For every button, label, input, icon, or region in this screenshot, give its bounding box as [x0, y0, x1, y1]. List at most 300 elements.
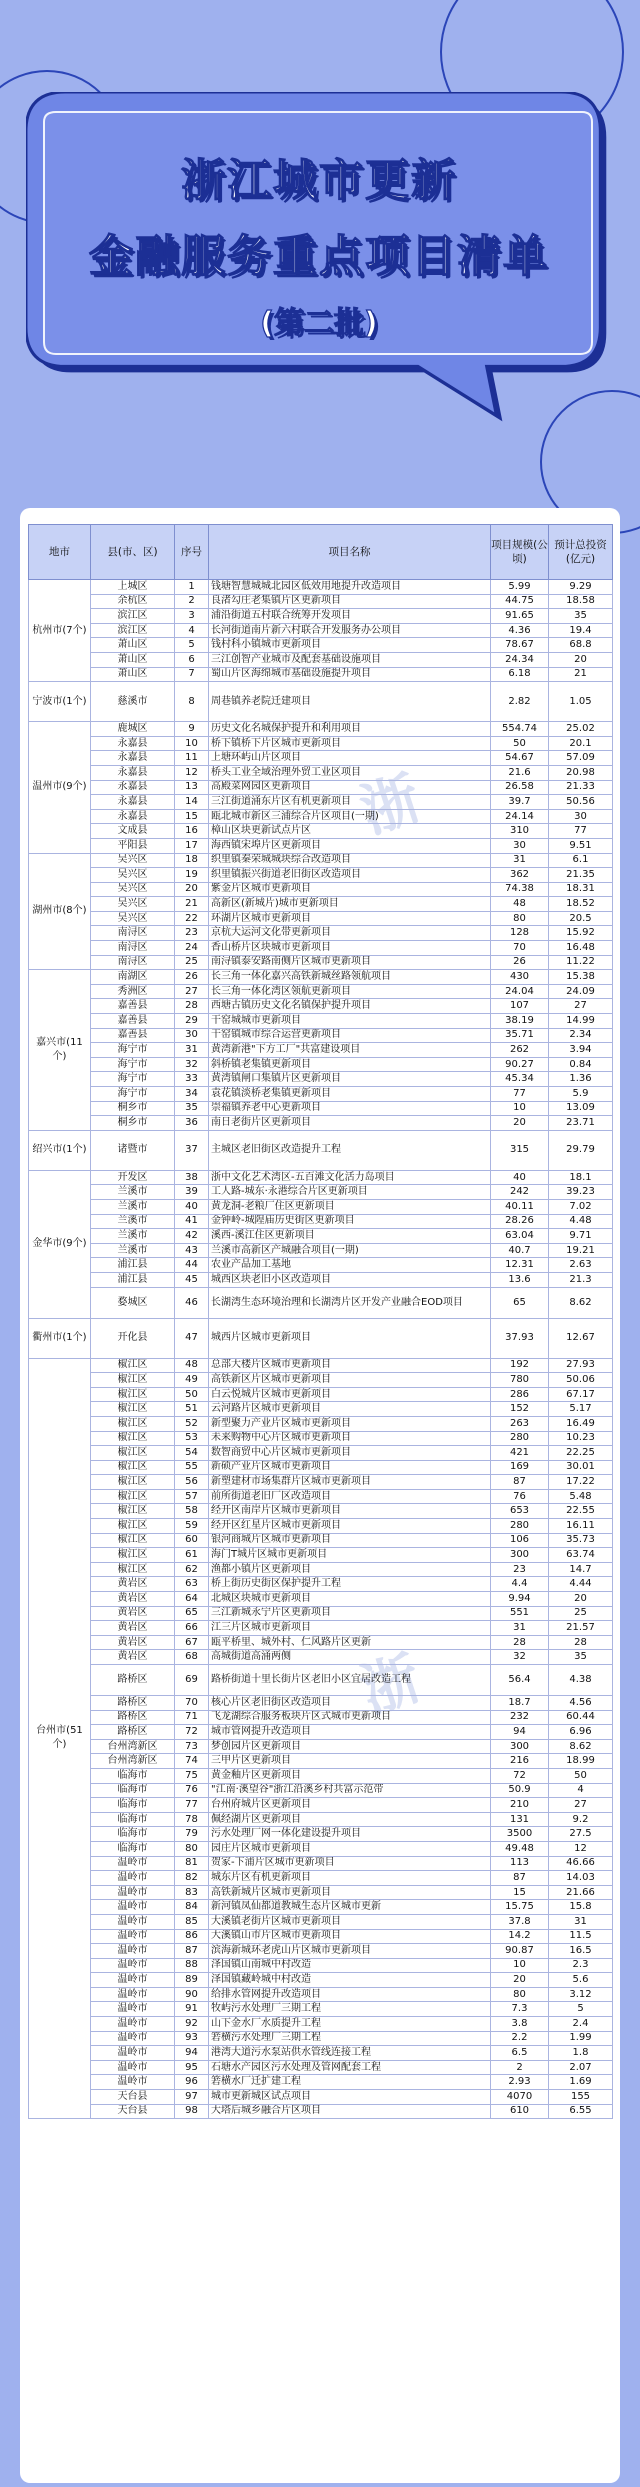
scale-cell: 131: [491, 1812, 549, 1827]
project-name-cell: 工人路-城东·永港综合片区更新项目: [209, 1185, 491, 1200]
index-cell: 57: [175, 1489, 209, 1504]
scale-cell: 45.34: [491, 1072, 549, 1087]
table-row: [29, 1710, 613, 1725]
scale-cell: 77: [491, 1087, 549, 1102]
investment-cell: 18.31: [549, 882, 613, 897]
index-cell: 41: [175, 1214, 209, 1229]
project-name-cell: 紫金片区城市更新项目: [209, 882, 491, 897]
investment-cell: 50.56: [549, 795, 613, 810]
table-row: [29, 1812, 613, 1827]
table-row: [29, 682, 613, 722]
index-cell: 20: [175, 882, 209, 897]
investment-cell: 21.35: [549, 868, 613, 883]
project-name-cell: 袁花镇淡桥老集镇更新项目: [209, 1087, 491, 1102]
county-cell: 临海市: [91, 1812, 175, 1827]
table-row: [29, 1258, 613, 1273]
project-name-cell: 三甲片区更新项目: [209, 1754, 491, 1769]
county-cell: 吴兴区: [91, 911, 175, 926]
scale-cell: 35.71: [491, 1028, 549, 1043]
table-row: [29, 1475, 613, 1490]
table-row: [29, 984, 613, 999]
table-row: [29, 838, 613, 853]
scale-cell: 210: [491, 1798, 549, 1813]
table-row: [29, 1358, 613, 1373]
table-wrapper: [28, 524, 612, 2119]
index-cell: 43: [175, 1243, 209, 1258]
scale-cell: 430: [491, 970, 549, 985]
table-row: [29, 1958, 613, 1973]
scale-cell: 421: [491, 1446, 549, 1461]
table-row: [29, 795, 613, 810]
index-cell: 78: [175, 1812, 209, 1827]
table-row: [29, 1973, 613, 1988]
county-cell: 滨江区: [91, 609, 175, 624]
index-cell: 26: [175, 970, 209, 985]
scale-cell: 21.6: [491, 765, 549, 780]
table-row: [29, 1696, 613, 1711]
table-row: [29, 1387, 613, 1402]
table-row: [29, 1739, 613, 1754]
index-cell: 75: [175, 1768, 209, 1783]
investment-cell: 2.34: [549, 1028, 613, 1043]
table-row: [29, 1798, 613, 1813]
county-cell: 桐乡市: [91, 1101, 175, 1116]
project-name-cell: 大塔后城乡融合片区项目: [209, 2104, 491, 2119]
investment-cell: 25.02: [549, 722, 613, 737]
investment-cell: 14.03: [549, 1871, 613, 1886]
investment-cell: 18.99: [549, 1754, 613, 1769]
scale-cell: 242: [491, 1185, 549, 1200]
scale-cell: 91.65: [491, 609, 549, 624]
investment-cell: 11.5: [549, 1929, 613, 1944]
index-cell: 28: [175, 999, 209, 1014]
project-name-cell: 海门T城片区城市更新项目: [209, 1548, 491, 1563]
project-name-cell: 长三角一体化湾区领航更新项目: [209, 984, 491, 999]
project-name-cell: 新硕产业片区城市更新项目: [209, 1460, 491, 1475]
county-cell: 海宁市: [91, 1087, 175, 1102]
table-row: [29, 1783, 613, 1798]
scale-cell: 26.58: [491, 780, 549, 795]
scale-cell: 72: [491, 1768, 549, 1783]
table-row: [29, 623, 613, 638]
scale-cell: 9.94: [491, 1592, 549, 1607]
county-cell: 路桥区: [91, 1710, 175, 1725]
investment-cell: 63.74: [549, 1548, 613, 1563]
table-row: [29, 1665, 613, 1696]
county-cell: 兰溪市: [91, 1185, 175, 1200]
scale-cell: 80: [491, 911, 549, 926]
index-cell: 87: [175, 1944, 209, 1959]
table-row: [29, 1871, 613, 1886]
investment-cell: 20.98: [549, 765, 613, 780]
project-name-cell: 经开区南岸片区城市更新项目: [209, 1504, 491, 1519]
scale-cell: 10: [491, 1101, 549, 1116]
table-row: [29, 2060, 613, 2075]
scale-cell: 106: [491, 1533, 549, 1548]
scale-cell: 44.75: [491, 594, 549, 609]
scale-cell: 232: [491, 1710, 549, 1725]
index-cell: 23: [175, 926, 209, 941]
project-name-cell: 渔都小镇片区更新项目: [209, 1562, 491, 1577]
investment-cell: 25: [549, 1606, 613, 1621]
table-row: [29, 1914, 613, 1929]
index-cell: 80: [175, 1841, 209, 1856]
county-cell: 温岭市: [91, 1987, 175, 2002]
table-row: [29, 809, 613, 824]
city-cell: 杭州市(7个): [29, 580, 91, 682]
scale-cell: 50: [491, 736, 549, 751]
scale-cell: 30: [491, 838, 549, 853]
table-row: [29, 2046, 613, 2061]
scale-cell: 23: [491, 1562, 549, 1577]
county-cell: 吴兴区: [91, 897, 175, 912]
project-name-cell: 钱塘智慧城城北园区低效用地提升改造项目: [209, 580, 491, 595]
scale-cell: 262: [491, 1043, 549, 1058]
scale-cell: 6.18: [491, 667, 549, 682]
index-cell: 17: [175, 838, 209, 853]
county-cell: 浦江县: [91, 1258, 175, 1273]
investment-cell: 21.57: [549, 1621, 613, 1636]
investment-cell: 16.48: [549, 941, 613, 956]
investment-cell: 68.8: [549, 638, 613, 653]
scale-cell: 87: [491, 1871, 549, 1886]
city-cell: 湖州市(8个): [29, 853, 91, 970]
county-cell: 诸暨市: [91, 1130, 175, 1170]
project-name-cell: 港湾大道污水泵站供水管线连接工程: [209, 2046, 491, 2061]
county-cell: 秀洲区: [91, 984, 175, 999]
index-cell: 14: [175, 795, 209, 810]
investment-cell: 30: [549, 809, 613, 824]
county-cell: 吴兴区: [91, 853, 175, 868]
county-cell: 路桥区: [91, 1665, 175, 1696]
index-cell: 60: [175, 1533, 209, 1548]
watermark: 浙: [352, 763, 429, 847]
county-cell: 天台县: [91, 2104, 175, 2119]
table-row: [29, 1243, 613, 1258]
scale-cell: 40: [491, 1170, 549, 1185]
county-cell: 临海市: [91, 1783, 175, 1798]
scale-cell: 15: [491, 1885, 549, 1900]
table-row: [29, 1287, 613, 1318]
index-cell: 51: [175, 1402, 209, 1417]
county-cell: 嘉善县: [91, 1014, 175, 1029]
county-cell: 兰溪市: [91, 1243, 175, 1258]
county-cell: 海宁市: [91, 1057, 175, 1072]
investment-cell: 5: [549, 2002, 613, 2017]
table-row: [29, 1841, 613, 1856]
project-name-cell: 上塘环屿山片区项目: [209, 751, 491, 766]
scale-cell: 216: [491, 1754, 549, 1769]
scale-cell: 31: [491, 1621, 549, 1636]
investment-cell: 18.58: [549, 594, 613, 609]
scale-cell: 107: [491, 999, 549, 1014]
county-cell: 温岭市: [91, 1871, 175, 1886]
investment-cell: 20: [549, 1592, 613, 1607]
scale-cell: 94: [491, 1725, 549, 1740]
county-cell: 开发区: [91, 1170, 175, 1185]
scale-cell: 90.27: [491, 1057, 549, 1072]
investment-cell: 77: [549, 824, 613, 839]
investment-cell: 1.8: [549, 2046, 613, 2061]
project-name-cell: 浙中文化艺术湾区-五百滩文化活力岛项目: [209, 1170, 491, 1185]
project-name-cell: 核心片区老旧街区改造项目: [209, 1696, 491, 1711]
index-cell: 3: [175, 609, 209, 624]
scale-cell: 152: [491, 1402, 549, 1417]
county-cell: 温岭市: [91, 1973, 175, 1988]
index-cell: 54: [175, 1446, 209, 1461]
table-row: [29, 667, 613, 682]
table-row: [29, 970, 613, 985]
county-cell: 吴兴区: [91, 868, 175, 883]
table-row: [29, 1577, 613, 1592]
investment-cell: 1.36: [549, 1072, 613, 1087]
scale-cell: 310: [491, 824, 549, 839]
project-name-cell: 园庄片区城市更新项目: [209, 1841, 491, 1856]
index-cell: 93: [175, 2031, 209, 2046]
title-line-3: (第二批): [260, 306, 378, 341]
project-name-cell: 三江新城永宁片区更新项目: [209, 1606, 491, 1621]
investment-cell: 12: [549, 1841, 613, 1856]
county-cell: 永嘉县: [91, 751, 175, 766]
table-row: [29, 1087, 613, 1102]
county-cell: 椒江区: [91, 1548, 175, 1563]
investment-cell: 1.05: [549, 682, 613, 722]
table-row: [29, 1416, 613, 1431]
index-cell: 86: [175, 1929, 209, 1944]
scale-cell: 315: [491, 1130, 549, 1170]
project-name-cell: 香山桥片区块城市更新项目: [209, 941, 491, 956]
index-cell: 69: [175, 1665, 209, 1696]
investment-cell: 21.33: [549, 780, 613, 795]
project-name-cell: 牧屿污水处理厂三期工程: [209, 2002, 491, 2017]
project-name-cell: 泽国镇藏岭城中村改造: [209, 1973, 491, 1988]
project-name-cell: 兰溪市高新区产城融合项目(一期): [209, 1243, 491, 1258]
investment-cell: 15.38: [549, 970, 613, 985]
table-row: [29, 1592, 613, 1607]
county-cell: 黄岩区: [91, 1621, 175, 1636]
index-cell: 52: [175, 1416, 209, 1431]
investment-cell: 11.22: [549, 955, 613, 970]
investment-cell: 35: [549, 609, 613, 624]
county-cell: 临海市: [91, 1841, 175, 1856]
project-name-cell: 佩经湖片区更新项目: [209, 1812, 491, 1827]
project-name-cell: 三江街道涌东片区有机更新项目: [209, 795, 491, 810]
project-name-cell: 高铁新区片区城市更新项目: [209, 1373, 491, 1388]
index-cell: 72: [175, 1725, 209, 1740]
scale-cell: 780: [491, 1373, 549, 1388]
index-cell: 37: [175, 1130, 209, 1170]
index-cell: 77: [175, 1798, 209, 1813]
project-name-cell: 山下金水厂水质提升工程: [209, 2017, 491, 2032]
city-cell: 台州市(51个): [29, 1358, 91, 2119]
investment-cell: 8.62: [549, 1287, 613, 1318]
index-cell: 74: [175, 1754, 209, 1769]
investment-cell: 4.56: [549, 1696, 613, 1711]
investment-cell: 18.1: [549, 1170, 613, 1185]
county-cell: 台州湾新区: [91, 1754, 175, 1769]
column-header: 项目规模(公顷): [491, 525, 549, 580]
project-name-cell: 斜桥镇老集镇更新项目: [209, 1057, 491, 1072]
investment-cell: 2.07: [549, 2060, 613, 2075]
county-cell: 黄岩区: [91, 1577, 175, 1592]
index-cell: 65: [175, 1606, 209, 1621]
investment-cell: 6.1: [549, 853, 613, 868]
index-cell: 94: [175, 2046, 209, 2061]
index-cell: 30: [175, 1028, 209, 1043]
county-cell: 吴兴区: [91, 882, 175, 897]
index-cell: 31: [175, 1043, 209, 1058]
investment-cell: 2.3: [549, 1958, 613, 1973]
investment-cell: 4.44: [549, 1577, 613, 1592]
county-cell: 椒江区: [91, 1504, 175, 1519]
scale-cell: 80: [491, 1987, 549, 2002]
scale-cell: 63.04: [491, 1229, 549, 1244]
project-name-cell: 北城区块城市更新项目: [209, 1592, 491, 1607]
project-name-cell: 箬横水厂迁扩建工程: [209, 2075, 491, 2090]
scale-cell: 286: [491, 1387, 549, 1402]
project-name-cell: 崇福镇养老中心更新项目: [209, 1101, 491, 1116]
county-cell: 温岭市: [91, 2031, 175, 2046]
scale-cell: 5.99: [491, 580, 549, 595]
project-name-cell: 樟山区块更新试点片区: [209, 824, 491, 839]
index-cell: 22: [175, 911, 209, 926]
county-cell: 滨江区: [91, 623, 175, 638]
investment-cell: 15.92: [549, 926, 613, 941]
county-cell: 兰溪市: [91, 1199, 175, 1214]
scale-cell: 65: [491, 1287, 549, 1318]
table-row: [29, 1116, 613, 1131]
project-name-cell: 织里镇振兴街道老旧街区改造项目: [209, 868, 491, 883]
county-cell: 椒江区: [91, 1402, 175, 1417]
index-cell: 61: [175, 1548, 209, 1563]
project-name-cell: 长河街道南片新六村联合开发服务办公项目: [209, 623, 491, 638]
project-name-cell: 江三片区城市更新项目: [209, 1621, 491, 1636]
investment-cell: 2.63: [549, 1258, 613, 1273]
index-cell: 95: [175, 2060, 209, 2075]
index-cell: 8: [175, 682, 209, 722]
investment-cell: 46.66: [549, 1856, 613, 1871]
investment-cell: 6.55: [549, 2104, 613, 2119]
index-cell: 90: [175, 1987, 209, 2002]
city-cell: 温州市(9个): [29, 722, 91, 853]
index-cell: 45: [175, 1272, 209, 1287]
project-name-cell: 新型聚力产业片区城市更新项目: [209, 1416, 491, 1431]
project-name-cell: 黄湾新港"下方工厂"共富建设项目: [209, 1043, 491, 1058]
scale-cell: 76: [491, 1489, 549, 1504]
scale-cell: 300: [491, 1548, 549, 1563]
county-cell: 椒江区: [91, 1489, 175, 1504]
scale-cell: 551: [491, 1606, 549, 1621]
project-name-cell: 城西区块老旧小区改造项目: [209, 1272, 491, 1287]
column-header: 项目名称: [209, 525, 491, 580]
scale-cell: 280: [491, 1519, 549, 1534]
index-cell: 91: [175, 2002, 209, 2017]
table-row: [29, 1548, 613, 1563]
index-cell: 68: [175, 1650, 209, 1665]
investment-cell: 4.38: [549, 1665, 613, 1696]
project-name-cell: 白云悦城片区城市更新项目: [209, 1387, 491, 1402]
table-row: [29, 722, 613, 737]
index-cell: 42: [175, 1229, 209, 1244]
table-row: [29, 1725, 613, 1740]
table-row: [29, 1987, 613, 2002]
project-name-cell: 金钟岭-城隍庙历史街区更新项目: [209, 1214, 491, 1229]
investment-cell: 1.69: [549, 2075, 613, 2090]
investment-cell: 16.49: [549, 1416, 613, 1431]
investment-cell: 14.7: [549, 1562, 613, 1577]
scale-cell: 90.87: [491, 1944, 549, 1959]
table-row: [29, 1402, 613, 1417]
index-cell: 49: [175, 1373, 209, 1388]
index-cell: 39: [175, 1185, 209, 1200]
investment-cell: 3.12: [549, 1987, 613, 2002]
table-row: [29, 2090, 613, 2105]
scale-cell: 280: [491, 1431, 549, 1446]
table-row: [29, 853, 613, 868]
county-cell: 临海市: [91, 1768, 175, 1783]
scale-cell: 128: [491, 926, 549, 941]
investment-cell: 57.09: [549, 751, 613, 766]
table-row: [29, 1885, 613, 1900]
investment-cell: 9.51: [549, 838, 613, 853]
table-row: [29, 955, 613, 970]
project-name-cell: 南日老街片区更新项目: [209, 1116, 491, 1131]
investment-cell: 14.99: [549, 1014, 613, 1029]
project-name-cell: 前所街道老旧厂区改造项目: [209, 1489, 491, 1504]
investment-cell: 27.93: [549, 1358, 613, 1373]
table-row: [29, 1519, 613, 1534]
index-cell: 48: [175, 1358, 209, 1373]
county-cell: 黄岩区: [91, 1635, 175, 1650]
table-row: [29, 1621, 613, 1636]
index-cell: 83: [175, 1885, 209, 1900]
index-cell: 44: [175, 1258, 209, 1273]
project-name-cell: 南浔镇泰安路南侧片区城市更新项目: [209, 955, 491, 970]
scale-cell: 39.7: [491, 795, 549, 810]
scale-cell: 18.7: [491, 1696, 549, 1711]
table-row: [29, 1373, 613, 1388]
table-row: [29, 1214, 613, 1229]
project-name-cell: 干窑镇城市综合运营更新项目: [209, 1028, 491, 1043]
index-cell: 10: [175, 736, 209, 751]
index-cell: 63: [175, 1577, 209, 1592]
county-cell: 温岭市: [91, 1929, 175, 1944]
index-cell: 79: [175, 1827, 209, 1842]
index-cell: 96: [175, 2075, 209, 2090]
project-name-cell: 桥下镇桥下片区城市更新项目: [209, 736, 491, 751]
investment-cell: 27.5: [549, 1827, 613, 1842]
county-cell: 温岭市: [91, 2046, 175, 2061]
county-cell: 椒江区: [91, 1460, 175, 1475]
project-name-cell: 数智商贸中心片区城市更新项目: [209, 1446, 491, 1461]
index-cell: 19: [175, 868, 209, 883]
project-name-cell: 经开区红星片区城市更新项目: [209, 1519, 491, 1534]
table-row: [29, 1130, 613, 1170]
investment-cell: 5.17: [549, 1402, 613, 1417]
county-cell: 温岭市: [91, 1900, 175, 1915]
project-name-cell: 织里镇秦荣城城块综合改造项目: [209, 853, 491, 868]
county-cell: 椒江区: [91, 1416, 175, 1431]
county-cell: 兰溪市: [91, 1229, 175, 1244]
project-name-cell: 农业产品加工基地: [209, 1258, 491, 1273]
scale-cell: 24.04: [491, 984, 549, 999]
project-name-cell: 黄湾镇闸口集镇片区更新项目: [209, 1072, 491, 1087]
index-cell: 6: [175, 652, 209, 667]
scale-cell: 37.93: [491, 1318, 549, 1358]
index-cell: 11: [175, 751, 209, 766]
project-name-cell: 给排水管网提升改造项目: [209, 1987, 491, 2002]
scale-cell: 14.2: [491, 1929, 549, 1944]
